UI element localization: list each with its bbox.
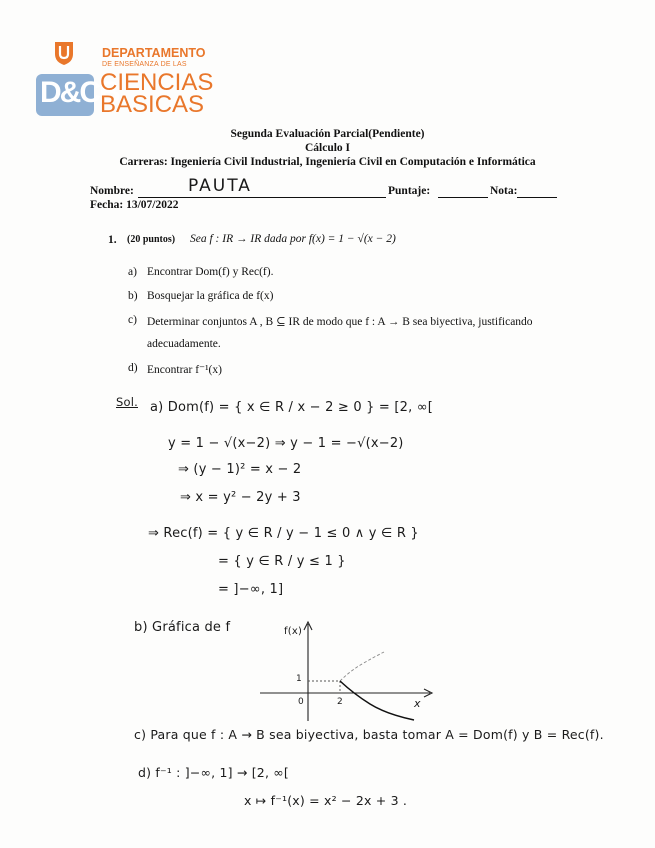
logo-basicas: BASICAS	[100, 91, 205, 118]
item-a-text: Encontrar Dom(f) y Rec(f).	[147, 266, 274, 278]
exam-date: Fecha: 13/07/2022	[90, 199, 179, 211]
course-name: Cálculo I	[304, 142, 351, 154]
grade-underline	[517, 197, 557, 198]
solution-line-4: ⇒ x = y² − 2y + 3	[180, 490, 301, 505]
graph-y-label: f(x)	[284, 626, 303, 637]
solution-line-3: ⇒ (y − 1)² = x − 2	[178, 462, 302, 477]
score-label: Puntaje:	[388, 185, 431, 197]
logo-department: DEPARTAMENTO	[102, 46, 206, 60]
solution-part-d-2: x ↦ f⁻¹(x) = x² − 2x + 3 .	[244, 793, 408, 808]
item-d-label: d)	[128, 362, 138, 374]
score-underline	[438, 197, 488, 198]
solution-line-1: a) Dom(f) = { x ∈ R / x − 2 ≥ 0 } = [2, ∞[	[150, 400, 434, 415]
graph-x-label: x	[414, 697, 421, 710]
item-b-text: Bosquejar la gráfica de f(x)	[147, 290, 274, 302]
problem-points: (20 puntos)	[127, 234, 176, 245]
solution-part-d-1: d) f⁻¹ : ]−∞, 1] → [2, ∞[	[138, 765, 289, 780]
name-underline	[138, 197, 386, 198]
careers-line: Carreras: Ingeniería Civil Industrial, Ingeniería Civil en Computación e Informática	[119, 156, 536, 168]
grade-label: Nota:	[490, 185, 518, 197]
problem-statement: Sea f : IR → IR dada por f(x) = 1 − √(x − 2)	[190, 233, 396, 245]
solution-line-5: ⇒ Rec(f) = { y ∈ R / y − 1 ≤ 0 ∧ y ∈ R }	[148, 526, 419, 541]
graph-origin-label: 0	[298, 697, 304, 707]
logo-ciencias: CIENCIAS	[100, 69, 214, 96]
name-label: Nombre:	[90, 185, 134, 197]
logo-subtitle: DE ENSEÑANZA DE LAS	[102, 61, 187, 68]
graph-x-tick: 2	[337, 697, 343, 707]
item-c-label: c)	[128, 314, 137, 326]
solution-line-2: y = 1 − √(x−2) ⇒ y − 1 = −√(x−2)	[168, 436, 404, 451]
solution-line-6: = { y ∈ R / y ≤ 1 }	[218, 554, 346, 569]
graph-y-tick: 1	[296, 674, 302, 684]
exam-title: Segunda Evaluación Parcial(Pendiente)	[230, 128, 425, 140]
graph-label: b) Gráfica de f	[134, 620, 231, 635]
problem-number: 1.	[108, 234, 117, 246]
name-value: PAUTA	[188, 176, 252, 196]
item-c-text: Determinar conjuntos A , B ⊆ IR de modo que f : A → B sea biyectiva, justificando	[147, 316, 533, 328]
logo-monogram: D&CB	[36, 74, 94, 116]
department-logo	[34, 38, 214, 120]
sqrt-dashed-curve	[340, 652, 384, 681]
shield-icon	[53, 40, 75, 66]
solution-part-c: c) Para que f : A → B sea biyectiva, basta tomar A = Dom(f) y B = Rec(f).	[134, 727, 604, 742]
solution-line-7: = ]−∞, 1]	[218, 582, 284, 597]
function-curve	[340, 681, 414, 720]
item-c-continuation: adecuadamente.	[147, 338, 221, 350]
item-a-label: a)	[128, 266, 137, 278]
solution-label: Sol.	[116, 395, 138, 409]
item-d-text: Encontrar f⁻¹(x)	[147, 364, 222, 376]
item-b-label: b)	[128, 290, 138, 302]
